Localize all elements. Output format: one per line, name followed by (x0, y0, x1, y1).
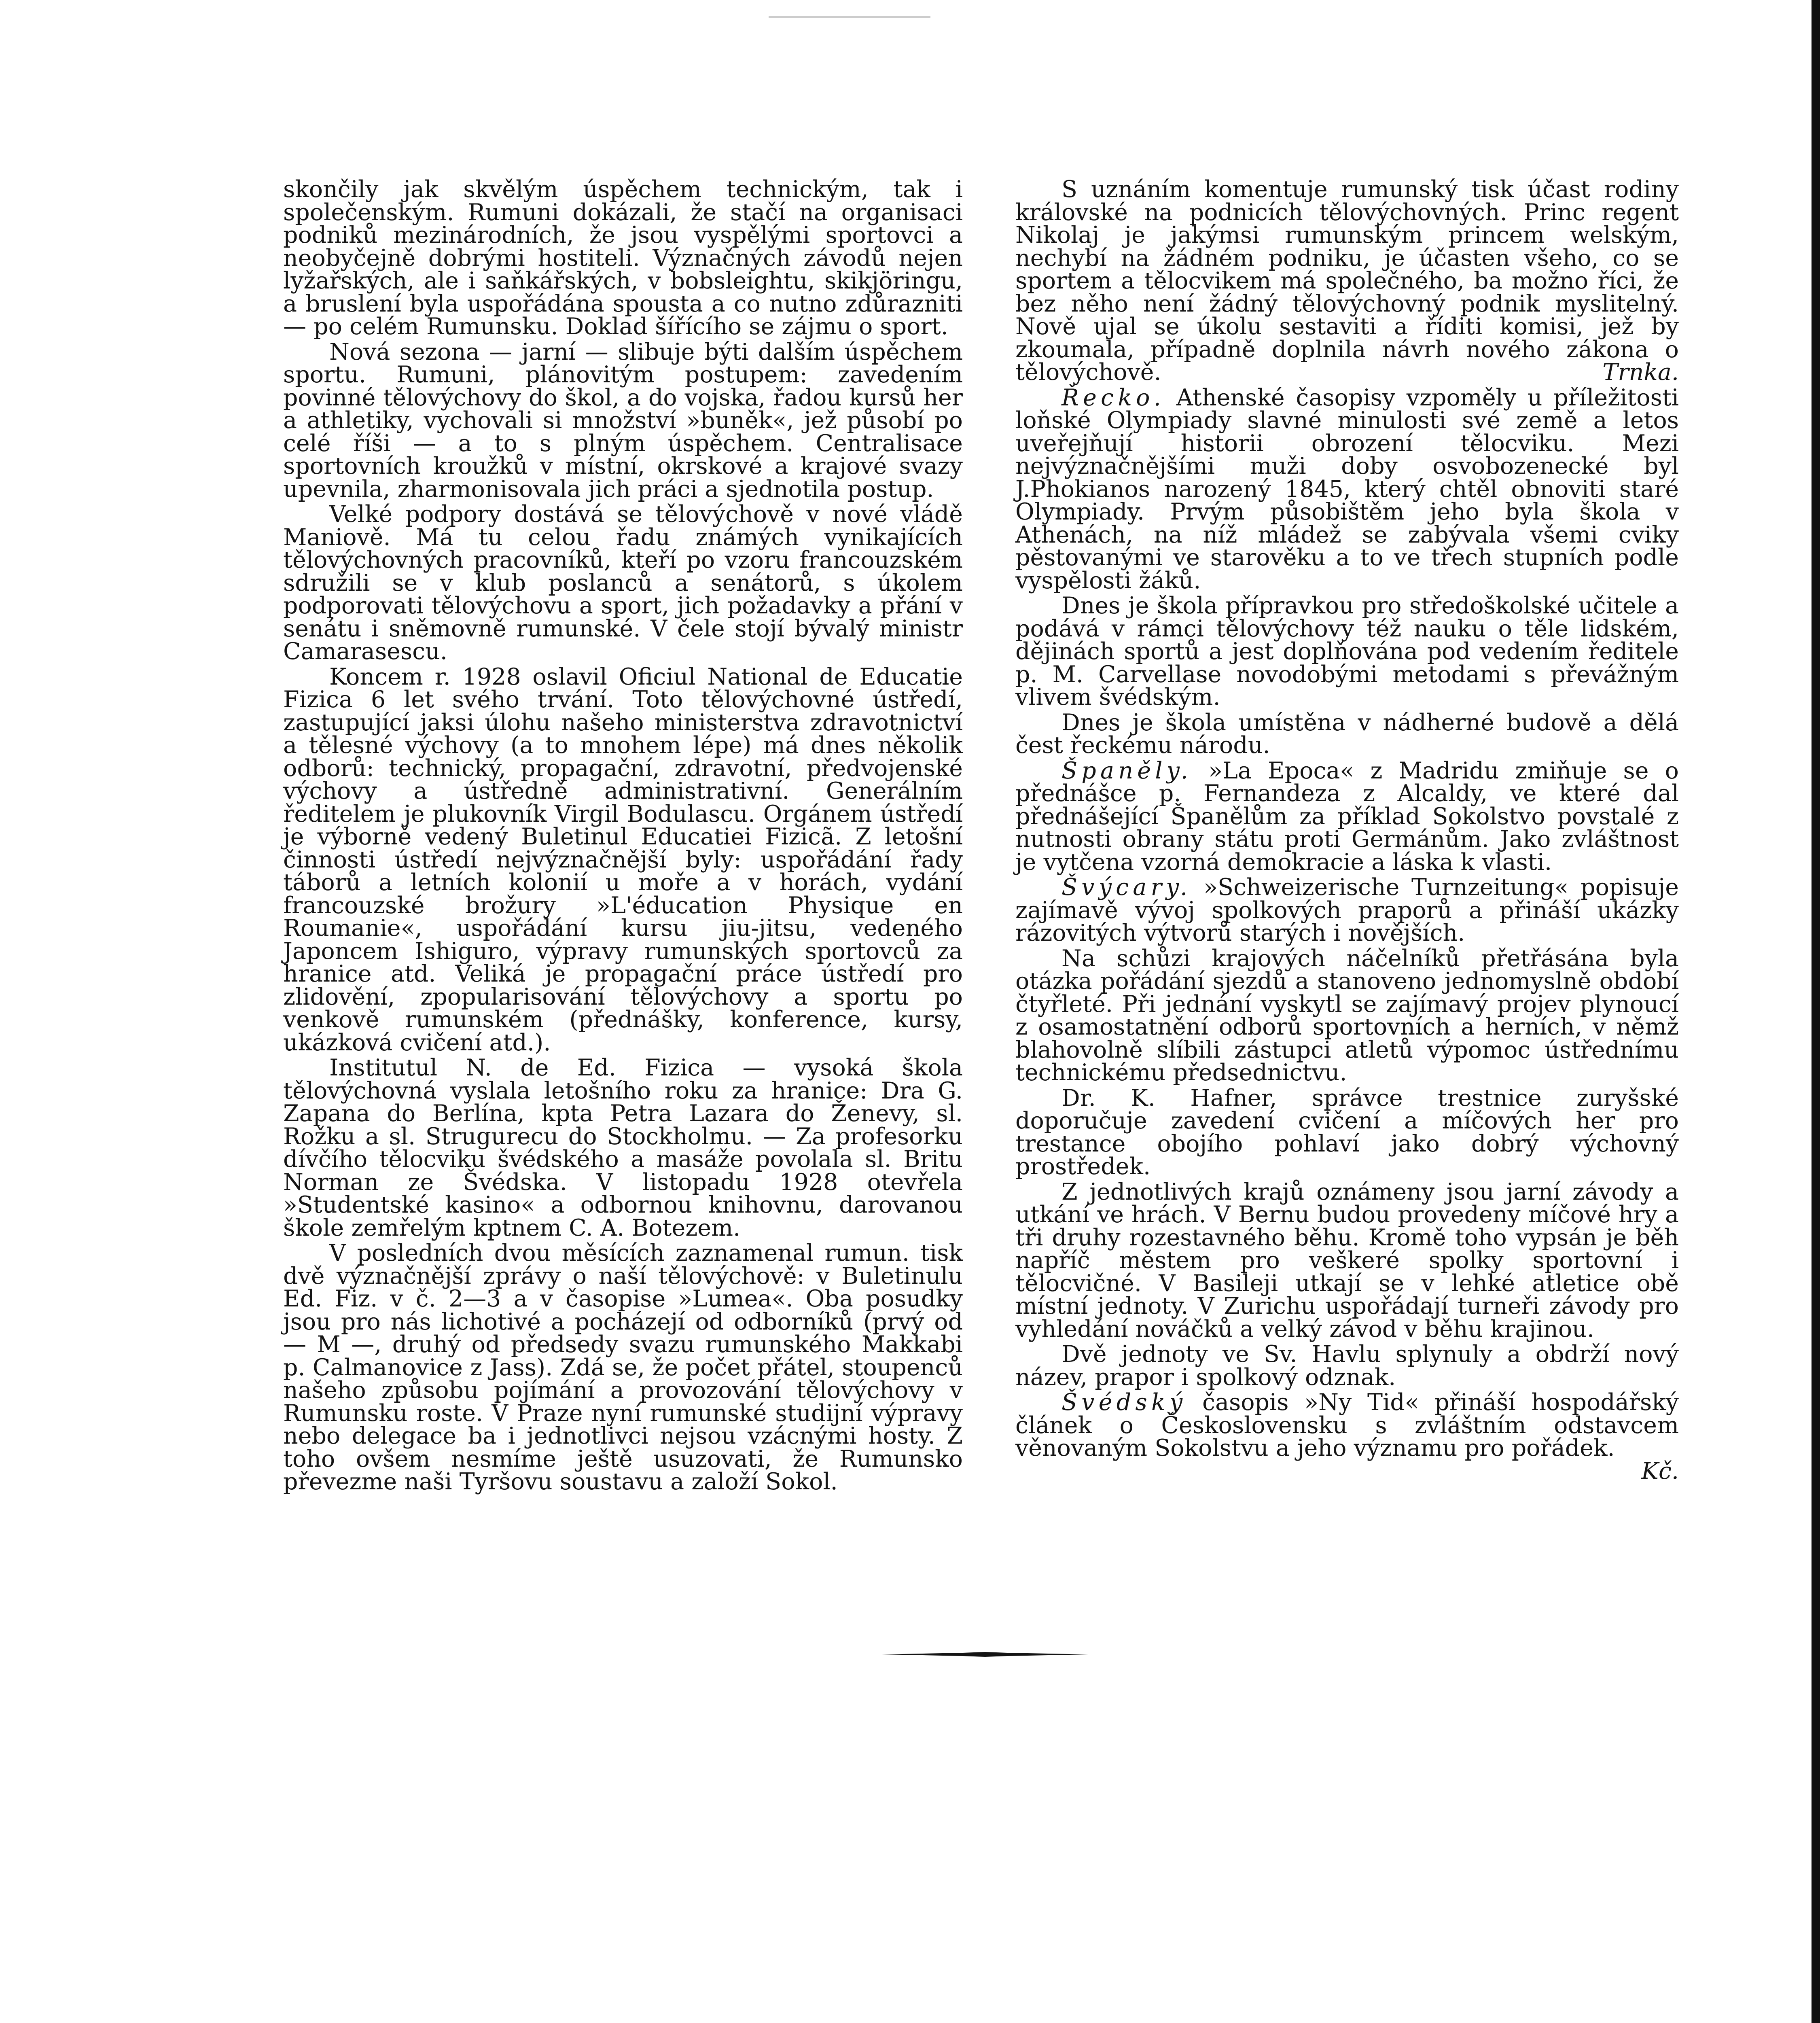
paragraph-right-spain (1015, 759, 1679, 874)
paragraph-right-9: Z jednotlivých krajů oznámeny jsou jarní závody a utkání ve hrách. V Bernu budou provedeny míčové hry a tři druhy rozestavného běhu. Kromě toho vypsán je běh napříč městem pro veškeré spolky sportovní i tělocvičné. V Basileji utkají se v lehké atletice obě místní jednoty. V Zurichu uspořádají turneři závody pro vyhledání nováčků a velký závod v běhu krajinou. (1015, 1178, 1679, 1342)
paragraph-left-4: Koncem r. 1928 oslavil Oficiul National de Educatie Fizica 6 let svého trvání. Toto tělovýchovné ústředí, zastupující jaksi úlohu našeho ministerstva zdravotnictví a tělesné výchovy (a to mnohem lépe) má dnes několik odborů: technický, propagační, zdravotní, předvojenské výchovy a ústředně administrativní. Generálním ředitelem je plukovník Virgil Bodulascu. Orgánem ústředí je výborně vedený Buletinul Educatiei Fizicã. Z letošní činnosti ústředí nejvýznačnější byly: uspořádání řady táborů a letních kolonií u moře a v horách, vydání francouzské brožury »L'éducation Physique en Roumanie«, uspořádání kursu jiu-jitsu, vedeného Japoncem Ishiguro, výpravy rumunských sportovců za hranice atd. Veliká je propagační práce ústředí pro zlidovění, zpopularisování tělovýchovy a sportu po venkově rumunském (přednášky, konference, kursy, ukázková cvičení atd.). (283, 663, 963, 1056)
paragraph-text: »La Epoca« z Madridu zmiňuje se o přednášce p. Fernandeza z Alcaldy, ve které dal přednášející Španělům za příklad Sokolstvo povstalé z nutnosti obrany státu proti Germánům. Jako zvláštnost je vytčena vzorná demokracie a láska k vlasti. (1015, 757, 1679, 876)
paragraph-left-2: Nová sezona — jarní — slibuje býti dalším úspěchem sportu. Rumuni, plánovitým postupem: zavedením povinné tělovýchovy do škol, a do vojska, řadou kursů her a athletiky, vychovali si množství »buněk«, jež působí po celé říši — a to s plným úspěchem. Centralisace sportovních kroužků v místní, okrskové a krajové svazy upevnila, zharmonisovala jich práci a sjednotila postup. (283, 338, 963, 503)
paragraph-left-1: skončily jak skvělým úspěchem technickým, tak i společenským. Rumuni dokázali, že stačí na organisaci podniků mezinárodních, že jsou vyspělými sportovci a neobyčejně dobrými hostiteli. Význačných závodů nejen lyžařských, ale i saňkářských, v bobsleightu, skikjöringu, a bruslení byla uspořádána spousta a co nutno zdůrazniti — po celém Rumunsku. Doklad šířícího se zájmu o sport. (283, 176, 963, 340)
paragraph-right-1 (1015, 178, 1679, 384)
scan-border-right (1812, 0, 1820, 2023)
right-column (1015, 178, 1679, 1482)
paragraph-right-3: Dnes je škola přípravkou pro středoškolské učitele a podává v rámci tělovýchovy též nauku o těle lidském, dějinách sportů a jest doplňována pod vedením ředitele p. M. Carvellase novodobými metodami s převážným vlivem švédským. (1015, 592, 1679, 710)
author-signature: Kč. (1641, 1457, 1679, 1484)
country-heading-sweden: Švédský (1061, 1389, 1187, 1416)
paragraph-right-greece (1015, 386, 1679, 592)
author-signature: Trnka. (1602, 359, 1679, 386)
section-divider-ornament (882, 1652, 1088, 1657)
country-heading-greece: Řecko. (1061, 384, 1165, 411)
paragraph-text: »Schweizerische Turnzeitung« popisuje zajímavě vývoj spolkových praporů a přináší ukázky rázovitých výtvorů starých i novějších. (1015, 874, 1679, 946)
country-heading-spain: Španěly. (1061, 757, 1193, 784)
paragraph-right-7: Na schůzi krajových náčelníků přetřásána byla otázka pořádání sjezdů a stanoveno jednomyslně období čtyřleté. Při jednání vyskytl se zajímavý projev plynoucí z osamostatnění odborů sportovních a herních, v němž blahovolně slíbili zástupci atletů výpomoc ústřednímu technickému předsednictvu. (1015, 945, 1679, 1086)
paragraph-text: Athenské časopisy vzpoměly u příležitosti loňské Olympiady slavné minulosti své země a letos uveřejňují historii obrození tělocviku. Mezi nejvýznačnějšími muži doby osvobozenecké byl J.Phokianos narozený 1845, který chtěl obnoviti staré Olympiady. Prvým působištěm jeho byla škola v Athenách, na níž mládež se zabývala všemi cviky pěstovanými ve starověku a to ve třech stupních podle vyspělosti žáků. (1015, 384, 1679, 594)
paragraph-left-3: Velké podpory dostává se tělovýchově v nové vládě Maniově. Má tu celou řadu známých vynikajících tělovýchovných pracovníků, kteří po vzoru francouzském sdružili se v klub poslanců a senátorů, s úkolem podporovati tělovýchovu a sport, jich požadavky a přání v senátu i sněmovně rumunské. V čele stojí bývalý ministr Camarasescu. (283, 501, 963, 665)
paragraph-text: časopis »Ny Tid« přináší hospodářský článek o Československu s zvláštním odstavcem věnovaným Sokolstvu a jeho významu pro pořádek. (1015, 1389, 1679, 1461)
paragraph-text: S uznáním komentuje rumunský tisk účast rodiny královské na podnicích tělovýchovných. Princ regent Nikolaj je jakýmsi rumunským princem welským, nechybí na žádném podniku, je účasten všeho, co se sportem a tělocvikem má společného, ba možno říci, že bez něho není žádný tělovýchovný podnik myslitelný. Nově ujal se úkolu sestaviti a říditi komisi, jež by zkoumala, případně doplnila návrh nového zákona o tělovýchově. (1015, 176, 1679, 386)
scan-edge-mark (769, 16, 930, 18)
left-column (283, 178, 963, 1496)
paragraph-right-sweden (1015, 1389, 1679, 1484)
paragraph-right-switzerland (1015, 876, 1679, 945)
country-heading-switzerland: Švýcary. (1061, 874, 1192, 901)
paragraph-right-10: Dvě jednoty ve Sv. Havlu splynuly a obdrží nový název, prapor i spolkový odznak. (1015, 1341, 1679, 1391)
paragraph-left-5: Institutul N. de Ed. Fizica — vysoká škola tělovýchovná vyslala letošního roku za hranice: Dra G. Zapana do Berlína, kpta Petra Lazara do Ženevy, sl. Rožku a sl. Strugurecu do Stockholmu. — Za profesorku dívčího tělocviku švédského a masáže povolala sl. Britu Norman ze Švédska. V listopadu 1928 otevřela »Studentské kasino« a odbornou knihovnu, darovanou škole zemřelým kptnem C. A. Botezem. (283, 1054, 963, 1241)
paragraph-left-6: V posledních dvou měsících zaznamenal rumun. tisk dvě význačnější zprávy o naší tělovýchově: v Buletinulu Ed. Fiz. v č. 2—3 a v časopise »Lumea«. Oba posudky jsou pro nás lichotivé a pocházejí od odborníků (prvý od — M —, druhý od předsedy svazu rumunského Makkabi p. Calmanovice z Jass). Zdá se, že počet přátel, stoupenců našeho způsobu pojímání a provozování tělovýchovy v Rumunsku roste. V Praze nyní rumunské studijní výpravy nebo delegace ba i jednotlivci nejsou vzácnými hosty. Z toho ovšem nesmíme ještě usuzovati, že Rumunsko převezme naši Tyršovu soustavu a založí Sokol. (283, 1240, 963, 1495)
paragraph-right-4: Dnes je škola umístěna v nádherné budově a dělá čest řeckému národu. (1015, 709, 1679, 759)
paragraph-right-8: Dr. K. Hafner, správce trestnice zuryšské doporučuje zavedení cvičení a míčových her pro trestance obojího pohlaví jako dobrý výchovný prostředek. (1015, 1084, 1679, 1180)
